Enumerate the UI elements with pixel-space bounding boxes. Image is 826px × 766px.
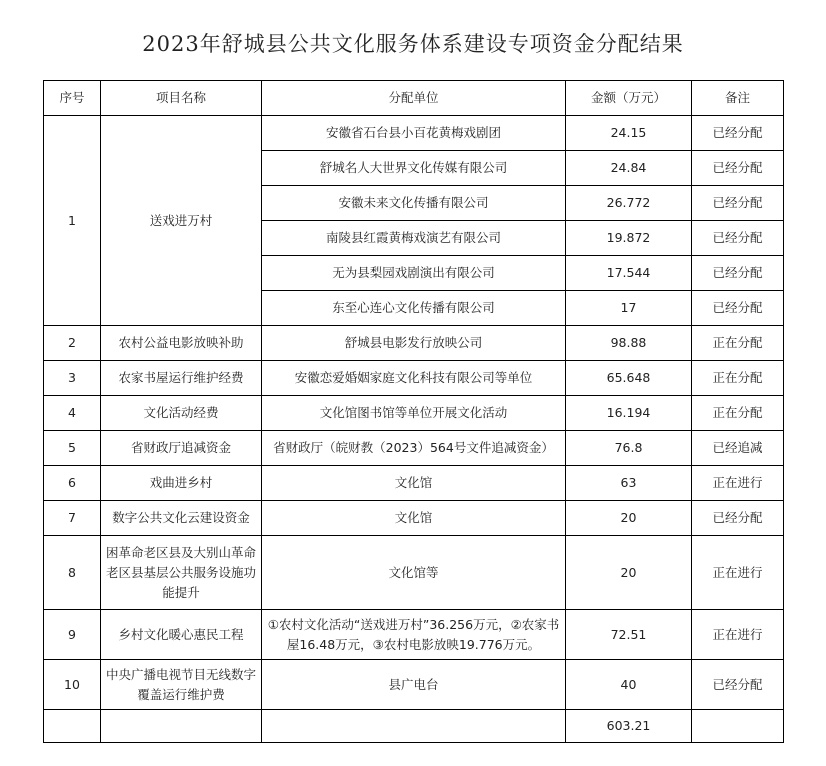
table-row — [44, 466, 784, 501]
cell-unit: 舒城名人大世界文化传媒有限公司 — [262, 151, 566, 186]
cell-unit: 文化馆图书馆等单位开展文化活动 — [262, 396, 566, 431]
cell-note: 正在分配 — [692, 361, 784, 396]
cell-unit: 省财政厅（皖财教（2023）564号文件追减资金） — [262, 431, 566, 466]
cell-no — [44, 710, 101, 743]
cell-amount: 19.872 — [566, 221, 692, 256]
cell-no: 2 — [44, 326, 101, 361]
cell-project — [101, 710, 262, 743]
cell-project: 数字公共文化云建设资金 — [101, 501, 262, 536]
cell-note: 已经分配 — [692, 116, 784, 151]
cell-unit: 安徽恋爱婚姻家庭文化科技有限公司等单位 — [262, 361, 566, 396]
cell-no: 1 — [44, 116, 101, 326]
cell-project: 戏曲进乡村 — [101, 466, 262, 501]
table-row — [44, 660, 784, 710]
cell-unit: 舒城县电影发行放映公司 — [262, 326, 566, 361]
cell-unit: 安徽未来文化传播有限公司 — [262, 186, 566, 221]
table-header-row — [44, 81, 784, 116]
cell-note: 已经分配 — [692, 151, 784, 186]
cell-amount: 26.772 — [566, 186, 692, 221]
cell-project: 农家书屋运行维护经费 — [101, 361, 262, 396]
table-row — [44, 431, 784, 466]
cell-note: 已经追减 — [692, 431, 784, 466]
cell-amount: 24.84 — [566, 151, 692, 186]
cell-note: 正在进行 — [692, 610, 784, 660]
cell-note: 已经分配 — [692, 291, 784, 326]
cell-note: 正在分配 — [692, 326, 784, 361]
cell-no: 8 — [44, 536, 101, 610]
cell-amount: 20 — [566, 501, 692, 536]
header-unit: 分配单位 — [262, 81, 566, 116]
cell-project: 农村公益电影放映补助 — [101, 326, 262, 361]
cell-unit: 安徽省石台县小百花黄梅戏剧团 — [262, 116, 566, 151]
header-amount: 金额（万元） — [566, 81, 692, 116]
cell-project: 送戏进万村 — [101, 116, 262, 326]
cell-no: 4 — [44, 396, 101, 431]
cell-unit — [262, 710, 566, 743]
cell-note: 已经分配 — [692, 221, 784, 256]
cell-project: 乡村文化暖心惠民工程 — [101, 610, 262, 660]
total-row — [44, 710, 784, 743]
cell-unit: ①农村文化活动“送戏进万村”36.256万元，②农家书屋16.48万元，③农村电影放映19.776万元。 — [262, 610, 566, 660]
cell-amount: 65.648 — [566, 361, 692, 396]
cell-project: 困革命老区县及大别山革命老区县基层公共服务设施功能提升 — [101, 536, 262, 610]
cell-no: 7 — [44, 501, 101, 536]
allocation-table — [43, 80, 784, 743]
cell-unit: 文化馆 — [262, 466, 566, 501]
cell-unit: 文化馆等 — [262, 536, 566, 610]
table-row — [44, 361, 784, 396]
cell-amount: 17.544 — [566, 256, 692, 291]
page-title: 2023年舒城县公共文化服务体系建设专项资金分配结果 — [142, 32, 684, 56]
cell-note: 已经分配 — [692, 660, 784, 710]
cell-amount: 40 — [566, 660, 692, 710]
header-project: 项目名称 — [101, 81, 262, 116]
cell-unit: 无为县梨园戏剧演出有限公司 — [262, 256, 566, 291]
cell-amount: 76.8 — [566, 431, 692, 466]
cell-project: 文化活动经费 — [101, 396, 262, 431]
table-row — [44, 501, 784, 536]
header-no: 序号 — [44, 81, 101, 116]
cell-note: 已经分配 — [692, 501, 784, 536]
cell-note: 正在进行 — [692, 536, 784, 610]
cell-unit: 南陵县红霞黄梅戏演艺有限公司 — [262, 221, 566, 256]
cell-amount: 17 — [566, 291, 692, 326]
table-row — [44, 536, 784, 610]
total-amount: 603.21 — [566, 710, 692, 743]
table-row — [44, 396, 784, 431]
table-row — [44, 116, 784, 151]
cell-no: 3 — [44, 361, 101, 396]
cell-note: 正在分配 — [692, 396, 784, 431]
cell-unit: 文化馆 — [262, 501, 566, 536]
cell-amount: 16.194 — [566, 396, 692, 431]
cell-project: 省财政厅追减资金 — [101, 431, 262, 466]
cell-unit: 东至心连心文化传播有限公司 — [262, 291, 566, 326]
cell-amount: 24.15 — [566, 116, 692, 151]
cell-note: 正在进行 — [692, 466, 784, 501]
cell-no: 9 — [44, 610, 101, 660]
cell-no: 6 — [44, 466, 101, 501]
table-row — [44, 326, 784, 361]
header-note: 备注 — [692, 81, 784, 116]
cell-no: 5 — [44, 431, 101, 466]
cell-note: 已经分配 — [692, 186, 784, 221]
table-row — [44, 610, 784, 660]
cell-amount: 20 — [566, 536, 692, 610]
cell-amount: 98.88 — [566, 326, 692, 361]
cell-unit: 县广电台 — [262, 660, 566, 710]
cell-project: 中央广播电视节目无线数字覆盖运行维护费 — [101, 660, 262, 710]
cell-no: 10 — [44, 660, 101, 710]
cell-amount: 63 — [566, 466, 692, 501]
cell-note — [692, 710, 784, 743]
cell-note: 已经分配 — [692, 256, 784, 291]
cell-amount: 72.51 — [566, 610, 692, 660]
